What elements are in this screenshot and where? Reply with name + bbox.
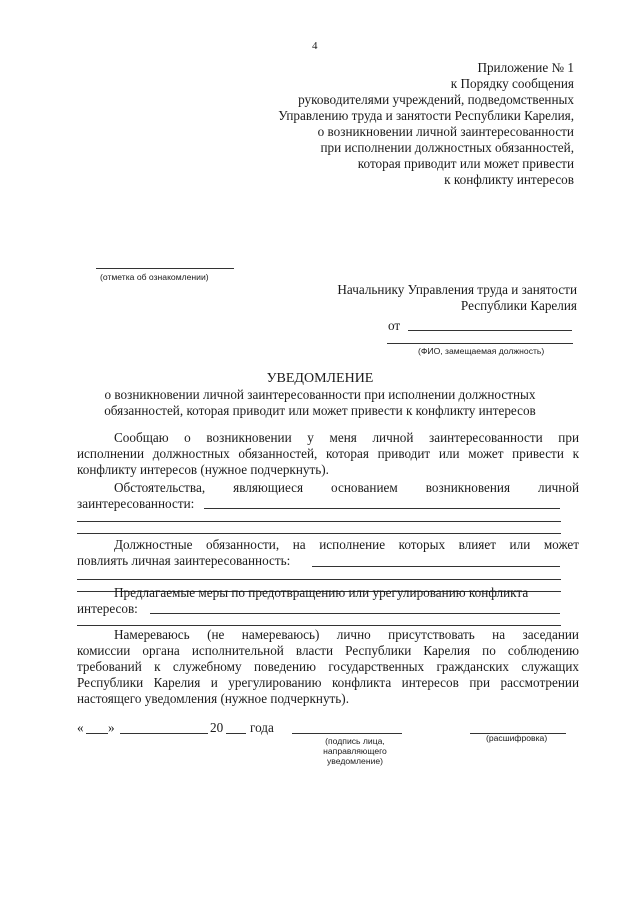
appendix-line: о возникновении личной заинтересованности xyxy=(317,124,574,139)
appendix-line: Управлению труда и занятости Республики Карелия, xyxy=(278,108,574,123)
appendix-line: к Порядку сообщения xyxy=(450,76,574,91)
fio-caption: (ФИО, замещаемая должность) xyxy=(418,346,545,356)
date-year-prefix: 20 xyxy=(210,720,224,735)
subtitle-line2: обязанностей, которая приводит или может привести к конфликту интересов xyxy=(104,403,536,418)
signature-caption-line1: (подпись лица, xyxy=(325,736,385,746)
signature-caption-line2: направляющего xyxy=(323,746,387,756)
addressee-line2: Республики Карелия xyxy=(460,298,577,313)
date-quote-open: « xyxy=(77,720,84,735)
date-day-line xyxy=(86,733,108,734)
appendix-line: Приложение № 1 xyxy=(477,60,574,75)
fill-line xyxy=(77,625,561,626)
p5-line4: Республики Карелия и урегулированию конфликта интересов при рассмотрении xyxy=(77,675,579,690)
decode-caption: (расшифровка) xyxy=(486,733,548,743)
p4-line2: интересов: xyxy=(77,601,138,616)
p5-line1: Намереваюсь (не намереваюсь) лично присутствовать на заседании xyxy=(114,627,579,642)
date-year-line xyxy=(226,733,246,734)
p1-line2: исполнении должностных обязанностей, которая приводит или может привести к xyxy=(77,446,579,461)
p5-line2: комиссии органа исполнительной власти Республики Карелия по соблюдению xyxy=(77,643,579,658)
fill-line xyxy=(204,508,560,509)
p2-line1: Обстоятельства, являющиеся основанием возникновения личной xyxy=(114,480,579,495)
fill-line xyxy=(77,579,561,580)
fill-line xyxy=(312,566,560,567)
date-year-suffix: года xyxy=(250,720,274,735)
date-quote-close: » xyxy=(108,720,115,735)
page-number: 4 xyxy=(312,40,318,52)
date-month-line xyxy=(120,733,208,734)
fill-line xyxy=(77,533,561,534)
fio-line xyxy=(387,343,573,344)
acquaint-caption: (отметка об ознакомлении) xyxy=(100,272,209,282)
appendix-block xyxy=(154,60,574,188)
p5-line3: требований к служебному поведению государственных гражданских служащих xyxy=(77,659,579,674)
p1-line1: Сообщаю о возникновении у меня личной заинтересованности при xyxy=(114,430,579,445)
p3-line2: повлиять личная заинтересованность: xyxy=(77,553,291,568)
fill-line xyxy=(150,613,560,614)
acquaint-line xyxy=(96,268,234,269)
p5-line5: настоящего уведомления (нужное подчеркнуть). xyxy=(77,691,349,706)
subtitle-line1: о возникновении личной заинтересованности при исполнении должностных xyxy=(104,387,536,402)
p2-line2: заинтересованности: xyxy=(77,496,195,511)
signature-caption-line3: уведомление) xyxy=(326,756,384,766)
appendix-line: которая приводит или может привести xyxy=(357,156,574,171)
addressee-line1: Начальнику Управления труда и занятости xyxy=(337,282,577,297)
appendix-line: к конфликту интересов xyxy=(444,172,574,187)
appendix-line: руководителями учреждений, подведомственных xyxy=(298,92,574,107)
p1-line3: конфликту интересов (нужное подчеркнуть). xyxy=(77,462,329,477)
from-line xyxy=(408,330,572,331)
p4-line1: Предлагаемые меры по предотвращению или урегулированию конфликта xyxy=(114,585,529,600)
fill-line xyxy=(77,521,561,522)
appendix-line: при исполнении должностных обязанностей, xyxy=(320,140,574,155)
from-label: от xyxy=(388,318,401,333)
signature-line xyxy=(292,733,402,734)
notice-title: УВЕДОМЛЕНИЕ xyxy=(266,371,374,386)
p3-line1: Должностные обязанности, на исполнение которых влияет или может xyxy=(114,537,579,552)
